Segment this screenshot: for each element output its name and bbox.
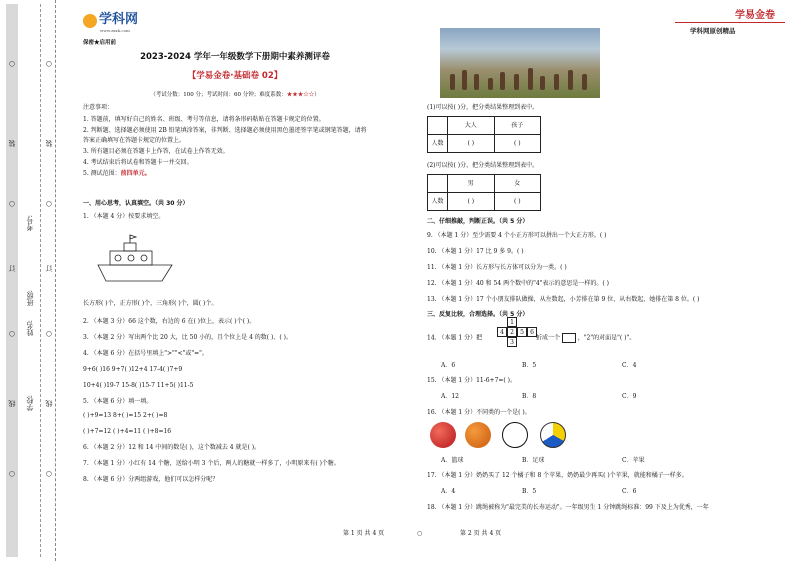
- brand-logo: [83, 12, 163, 40]
- option: A．篮球: [441, 457, 464, 464]
- option: C．9: [622, 393, 637, 400]
- collection-badge: 学易金卷: [675, 10, 785, 23]
- q14-part-b: 折成一个: [535, 334, 560, 342]
- judge-question-10: 10. （本题 1 分）17 比 9 多 9。( ): [427, 248, 524, 255]
- question-5-row: ( )+9=13 8+( )=15 2+( )=8: [83, 412, 168, 419]
- question-3: 3. （本题 2 分）写出两个比 20 大，比 50 小的，且个位上是 4 的数( )、( )。: [83, 334, 292, 341]
- option: B．5: [522, 362, 537, 369]
- inner-mark: ○: [45, 200, 53, 208]
- net-face: 6: [527, 327, 537, 337]
- table-corner: [428, 175, 448, 193]
- scope-label: 5. 测试范围：: [83, 170, 121, 177]
- notice-heading: 注意事项：: [83, 104, 114, 111]
- page-divider-dot: ○: [417, 530, 423, 537]
- option: B．5: [522, 488, 537, 495]
- volleyball-icon: [540, 422, 566, 448]
- exam-number-field-label: 考号:: [26, 215, 34, 232]
- net-face: 2: [507, 327, 517, 337]
- net-face: 3: [507, 337, 517, 347]
- ship-shapes: [96, 233, 176, 295]
- inner-mark: ○: [45, 330, 53, 338]
- table-blank: ( ): [448, 193, 495, 211]
- q14-part-c: ，"2"的对面是"( )"。: [577, 334, 636, 342]
- notice-item: 答案正确填写在答题卡规定的位置上。: [83, 137, 186, 144]
- exam-subtitle: 【学易金卷·基础卷 02】: [187, 71, 283, 81]
- exam-meta: [60, 92, 410, 99]
- judge-question-13: 13. （本题 1 分）17 个小朋友排队做操，从左数起，小芳排在第 9 位，从右数起，她排在第 8 位。( ): [427, 296, 700, 303]
- table-header: 孩子: [494, 117, 541, 135]
- cut-mark: ○: [8, 60, 16, 68]
- binding-gutter: [0, 0, 56, 561]
- table-header: 大人: [448, 117, 495, 135]
- option: A．4: [441, 488, 456, 495]
- question-4-row: 9+6( )16 9+7( )12+4 17-4( )7+9: [83, 366, 183, 373]
- section-3-heading: 三、反复比较，合理选择。（共 5 分）: [427, 311, 529, 318]
- judge-question-12: 12. （本题 1 分）40 和 54 两个数中的"4"表示的意思是一样的。( ): [427, 280, 609, 287]
- brand-name: 学科网: [99, 12, 139, 27]
- ship-figure: [96, 233, 176, 295]
- cube-icon: [562, 333, 576, 343]
- apple-icon: [430, 422, 456, 448]
- question-5-row: ( )+7=12 ( )+4=11 ( )+8=16: [83, 428, 172, 435]
- cut-mark: 线: [8, 400, 16, 407]
- confidential-mark: 保密★启用前: [83, 40, 117, 46]
- people-photo: [440, 28, 600, 98]
- school-field-label: 学校:: [26, 395, 34, 412]
- exam-meta-text: （考试分数：100 分；考试时间：60 分钟；难度系数：: [150, 92, 287, 98]
- section-2-heading: 二、仔细推敲，判断正误。（共 5 分）: [427, 218, 529, 225]
- table-blank: ( ): [448, 135, 495, 153]
- sort-table-1: [427, 116, 541, 153]
- net-face: 1: [507, 317, 517, 327]
- option: B．足球: [522, 457, 545, 464]
- option: A．6: [441, 362, 456, 369]
- choice-question-18: 18. （本题 1 分）跳绳被称为"最完美的长寿运动"。一年级男生 1 分钟跳绳标准：99 下及上为优秀，一年: [427, 504, 709, 511]
- table-corner: [428, 117, 448, 135]
- table-blank: ( ): [494, 193, 541, 211]
- question-4: 4. （本题 6 分）在括号里填上">""<"或"="。: [83, 350, 208, 357]
- option: C．苹果: [622, 457, 645, 464]
- option: C．6: [622, 488, 637, 495]
- inner-mark: 线: [45, 400, 53, 407]
- exam-title: 2023-2024 学年一年级数学下册期中素养测评卷: [140, 52, 330, 62]
- question-7: 7. （本题 1 分）小红有 14 个糖，送给小明 3 个后，两人的糖就一样多了，小明原来有( )个糖。: [83, 460, 340, 467]
- question-1-answer: 长方形( )个，正方形( )个，三角形( )个，圆( )个。: [83, 300, 218, 307]
- question-4-row: 10+4( )19-7 15-8( )15-7 11+5( )11-5: [83, 382, 194, 389]
- table-blank: ( ): [494, 135, 541, 153]
- table-row-label: 人数: [428, 193, 448, 211]
- notice-scope: [83, 170, 151, 178]
- soccer-ball-icon: [502, 422, 528, 448]
- difficulty-stars: ★★★☆☆: [286, 92, 315, 98]
- table-header: 男: [448, 175, 495, 193]
- sort-question-1: (1)可以按( )分，把分类结果整理到表中。: [427, 104, 539, 111]
- net-face: 4: [497, 327, 507, 337]
- cut-mark: ○: [8, 330, 16, 338]
- question-8: 8. （本题 6 分）分两组游戏，他们可以怎样分呢？: [83, 476, 219, 483]
- option: A．12: [441, 393, 459, 400]
- collection-badge-subtitle: 学科网原创精品: [690, 27, 736, 35]
- q14-part-a: 14. （本题 1 分）把: [427, 334, 483, 342]
- inner-mark: 订: [45, 265, 53, 272]
- sort-table-2: [427, 174, 541, 211]
- cut-line: [40, 4, 41, 557]
- net-face: 5: [517, 327, 527, 337]
- cut-mark: ○: [8, 470, 16, 478]
- cut-mark: 装: [8, 140, 16, 147]
- question-6: 6. （本题 2 分）12 和 14 中间的数是( )，这个数减去 4 就是( )。: [83, 444, 261, 451]
- option: B．8: [522, 393, 537, 400]
- table-row-label: 人数: [428, 135, 448, 153]
- section-1-heading: 一、用心思考，认真填空。（共 30 分）: [83, 200, 189, 207]
- notice-item: 3. 所有题目必须在答题卡上作答，在试卷上作答无效。: [83, 148, 229, 155]
- notice-item: 2. 判断题、选择题必须使用 2B 铅笔填涂答案，非判断、选择题必须使用黑色墨迹签字笔或钢笔答题，请将: [83, 127, 367, 134]
- option: C．4: [622, 362, 637, 369]
- sort-question-2: (2)可以按( )分，把分类结果整理到表中。: [427, 162, 539, 169]
- exam-meta-end: ）: [314, 92, 320, 98]
- choice-question-17: 17. （本题 1 分）奶奶买了 12 个橘子和 8 个苹果，奶奶最少再买( )个苹果，就能和橘子一样多。: [427, 472, 688, 479]
- question-1: 1. （本题 4 分）按要求填空。: [83, 213, 165, 220]
- page-number-2: 第 2 页 共 4 页: [460, 530, 502, 537]
- table-header: 女: [494, 175, 541, 193]
- question-5: 5. （本题 6 分）填一填。: [83, 398, 153, 405]
- inner-mark: ○: [45, 60, 53, 68]
- question-2: 2. （本题 3 分）66 这个数，右边的 6 在( )位上，表示( )个( )。: [83, 318, 256, 325]
- notice-item: 4. 考试结束后将试卷和答题卡一并交回。: [83, 159, 193, 166]
- basketball-icon: [465, 422, 491, 448]
- judge-question-9: 9. （本题 1 分）至少需要 4 个小正方形可以拼出一个大正方形。( ): [427, 232, 607, 239]
- judge-question-11: 11. （本题 1 分）长方形与长方体可以分为一类。( ): [427, 264, 567, 271]
- cut-mark: ○: [8, 200, 16, 208]
- notice-item: 1. 答题前，填写好自己的姓名、班级、考号等信息，请将条形码粘贴在答题卡规定的位置。: [83, 116, 325, 123]
- inner-mark: 装: [45, 140, 53, 147]
- choice-question-16: 16. （本题 1 分）不同类的一个是( )。: [427, 409, 531, 416]
- scope-value: 前四单元。: [120, 170, 151, 177]
- class-field-label: 班级:: [26, 290, 34, 307]
- cut-mark: 订: [8, 265, 16, 272]
- brand-url: www.zxxk.com: [100, 28, 130, 33]
- page-number-1: 第 1 页 共 4 页: [343, 530, 385, 537]
- logo-icon: [83, 14, 97, 28]
- inner-mark: ○: [45, 470, 53, 478]
- name-field-label: 姓名:: [26, 320, 34, 337]
- choice-question-15: 15. （本题 1 分）11-6+7=( )。: [427, 377, 517, 384]
